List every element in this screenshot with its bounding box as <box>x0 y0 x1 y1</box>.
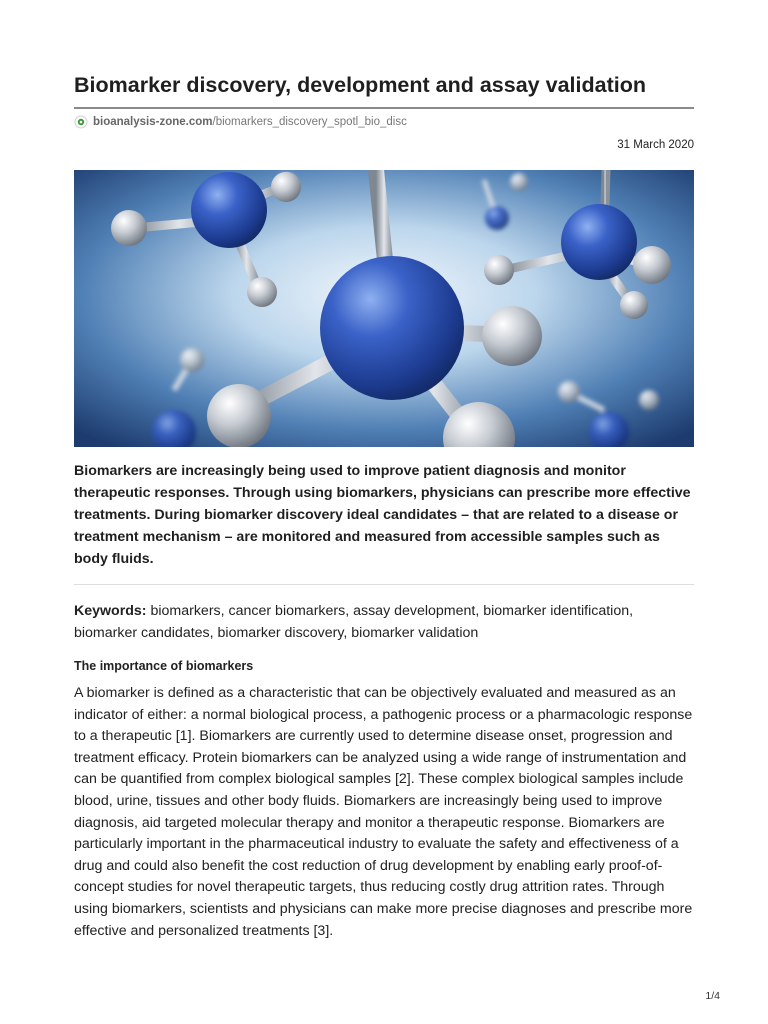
hero-image <box>74 170 694 447</box>
page-number: 1/4 <box>705 990 720 1002</box>
keywords-list: biomarkers, cancer biomarkers, assay development, biomarker identification, biomarker candidates, biomarker discovery, biomarker validation <box>74 603 634 641</box>
source-link[interactable] <box>93 116 407 128</box>
section-divider <box>74 584 694 585</box>
source-line <box>74 113 407 131</box>
site-favicon-icon <box>74 115 88 129</box>
section-heading: The importance of biomarkers <box>74 659 254 673</box>
source-path: /biomarkers_discovery_spotl_bio_disc <box>212 116 407 128</box>
molecule-illustration <box>74 170 694 447</box>
page-title: Biomarker discovery, development and assay validation <box>74 73 646 97</box>
source-domain: bioanalysis-zone.com <box>93 116 213 128</box>
lead-paragraph: Biomarkers are increasingly being used to improve patient diagnosis and monitor therapeutic responses. Through using biomarkers, physicians can prescribe more effective treatments. During biomarker discovery ideal candidates – that are related to a disease or treatment mechanism – are monitored and measured from accessible samples such as body fluids. <box>74 463 691 567</box>
body-paragraph: A biomarker is defined as a characteristic that can be objectively evaluated and measured as an indicator of either: a normal biological process, a pathogenic process or a pharmacologic response to a therapeutic [1]. Biomarkers are currently used to determine disease onset, progression and treatment efficacy. Protein biomarkers can be analyzed using a wide range of instrumentation and can be quantified from complex biological samples [2]. These complex biological samples include blood, urine, tissues and other body fluids. Biomarkers are increasingly being used to improve diagnosis, aid targeted molecular therapy and monitor a therapeutic response. Biomarkers are particularly important in the pharmaceutical industry to evaluate the safety and effectiveness of a drug and could also benefit the cost reduction of drug development by enabling early proof-of-concept studies for novel therapeutic targets, thus reducing costly drug attrition rates. Through using biomarkers, scientists and physicians can make more precise diagnoses and prescribe more effective and personalized treatments [3]. <box>74 685 693 939</box>
title-divider <box>74 107 694 109</box>
keywords-label: Keywords: <box>74 603 147 619</box>
publish-date: 31 March 2020 <box>617 139 694 151</box>
keywords-paragraph <box>74 600 694 644</box>
